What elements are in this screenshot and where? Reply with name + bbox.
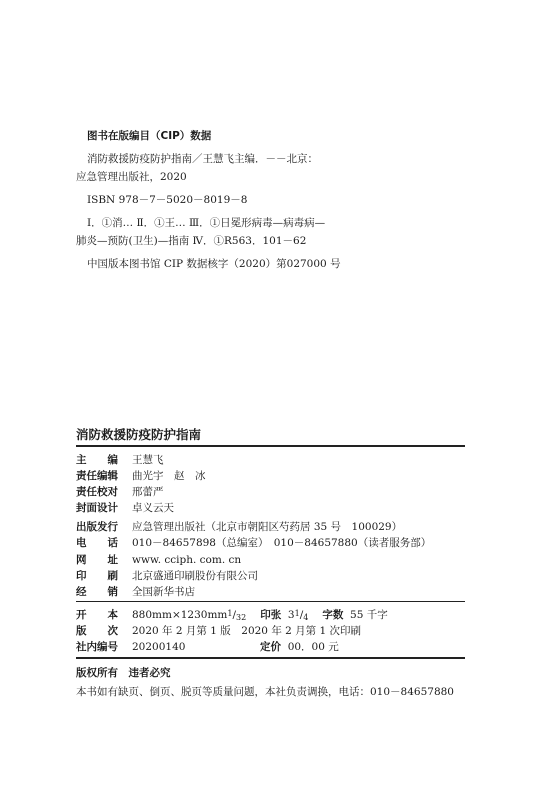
publisher-label: 经 销 [76, 586, 118, 598]
code-row [76, 640, 339, 654]
copyright-notice: 本书如有缺页、倒页、脱页等质量问题，本社负责调换，电话：010－84657880 [76, 686, 454, 698]
edition-row [76, 624, 361, 638]
credit-row [76, 469, 206, 483]
cip-line-isbn: ISBN 978－7－5020－8019－8 [87, 194, 248, 206]
cip-line-classification-cont: 肺炎—预防(卫生)—指南 Ⅳ．①R563．101－62 [76, 235, 307, 247]
price-label: 定价 [260, 641, 281, 653]
publisher-rule [76, 601, 465, 602]
credit-label: 责任编辑 [76, 470, 118, 482]
format-label: 开 本 [76, 609, 118, 621]
publisher-row [76, 585, 195, 599]
sheets-label: 印张 [260, 609, 282, 621]
publisher-row [76, 520, 402, 534]
format-row [76, 607, 388, 625]
credit-value: 卓义云天 [132, 502, 174, 514]
code-value: 20200140 [132, 641, 186, 653]
publisher-value: www. cciph. com. cn [132, 554, 242, 566]
sheets-value: $3^1/_4$ [287, 609, 309, 622]
publisher-row [76, 569, 258, 583]
title-rule [76, 445, 465, 447]
publisher-row [76, 536, 431, 550]
edition-label: 版 次 [76, 625, 118, 637]
price-value: 00．00 元 [287, 641, 339, 653]
cip-line-data-number: 中国版本图书馆 CIP 数据核字（2020）第027000 号 [87, 258, 341, 270]
credit-row [76, 501, 174, 515]
code-label: 社内编号 [76, 641, 118, 653]
publisher-label: 印 刷 [76, 570, 118, 582]
publisher-value: 010－84657898（总编室） 010－84657880（读者服务部） [132, 537, 432, 549]
publisher-label: 网 址 [76, 554, 118, 566]
publisher-value: 全国新华书店 [132, 586, 195, 598]
format-value: $880mm\times 1230mm^1/_{32}$ [132, 609, 247, 622]
credit-label: 主 编 [76, 454, 118, 466]
credit-value: 邢蕾严 [132, 486, 164, 498]
credit-row [76, 485, 164, 499]
credit-row [76, 453, 164, 467]
publisher-label: 出版发行 [76, 521, 118, 533]
format-fraction-den: 32 [236, 613, 247, 622]
cip-line-publisher: 应急管理出版社，2020 [76, 171, 187, 183]
words-value: 55 千字 [350, 609, 388, 621]
book-title: 消防救援防疫防护指南 [76, 427, 202, 442]
publisher-row [76, 553, 241, 567]
cip-heading: 图书在版编目（CIP）数据 [87, 130, 212, 142]
format-size: 880mm×1230mm [132, 609, 228, 621]
credit-label: 封面设计 [76, 502, 118, 514]
credit-value: 曲光宇 赵 冰 [132, 470, 206, 482]
format-fraction-num: 1 [227, 609, 233, 618]
copyright-heading: 版权所有 违者必究 [76, 667, 171, 679]
specs-rule [76, 657, 465, 659]
credit-label: 责任校对 [76, 486, 118, 498]
words-label: 字数 [322, 609, 344, 621]
edition-value: 2020 年 2 月第 1 版 2020 年 2 月第 1 次印刷 [132, 625, 362, 637]
credit-value: 王慧飞 [132, 454, 164, 466]
cip-line-title: 消防救援防疫防护指南／王慧飞主编．－－北京： [87, 153, 318, 165]
publisher-label: 电 话 [76, 537, 118, 549]
publisher-value: 应急管理出版社（北京市朝阳区芍药居 35 号 100029） [132, 521, 403, 533]
publisher-value: 北京盛通印刷股份有限公司 [132, 570, 258, 582]
cip-line-classification: Ⅰ．①消… Ⅱ．①王… Ⅲ．①日冕形病毒—病毒病— [87, 217, 326, 229]
